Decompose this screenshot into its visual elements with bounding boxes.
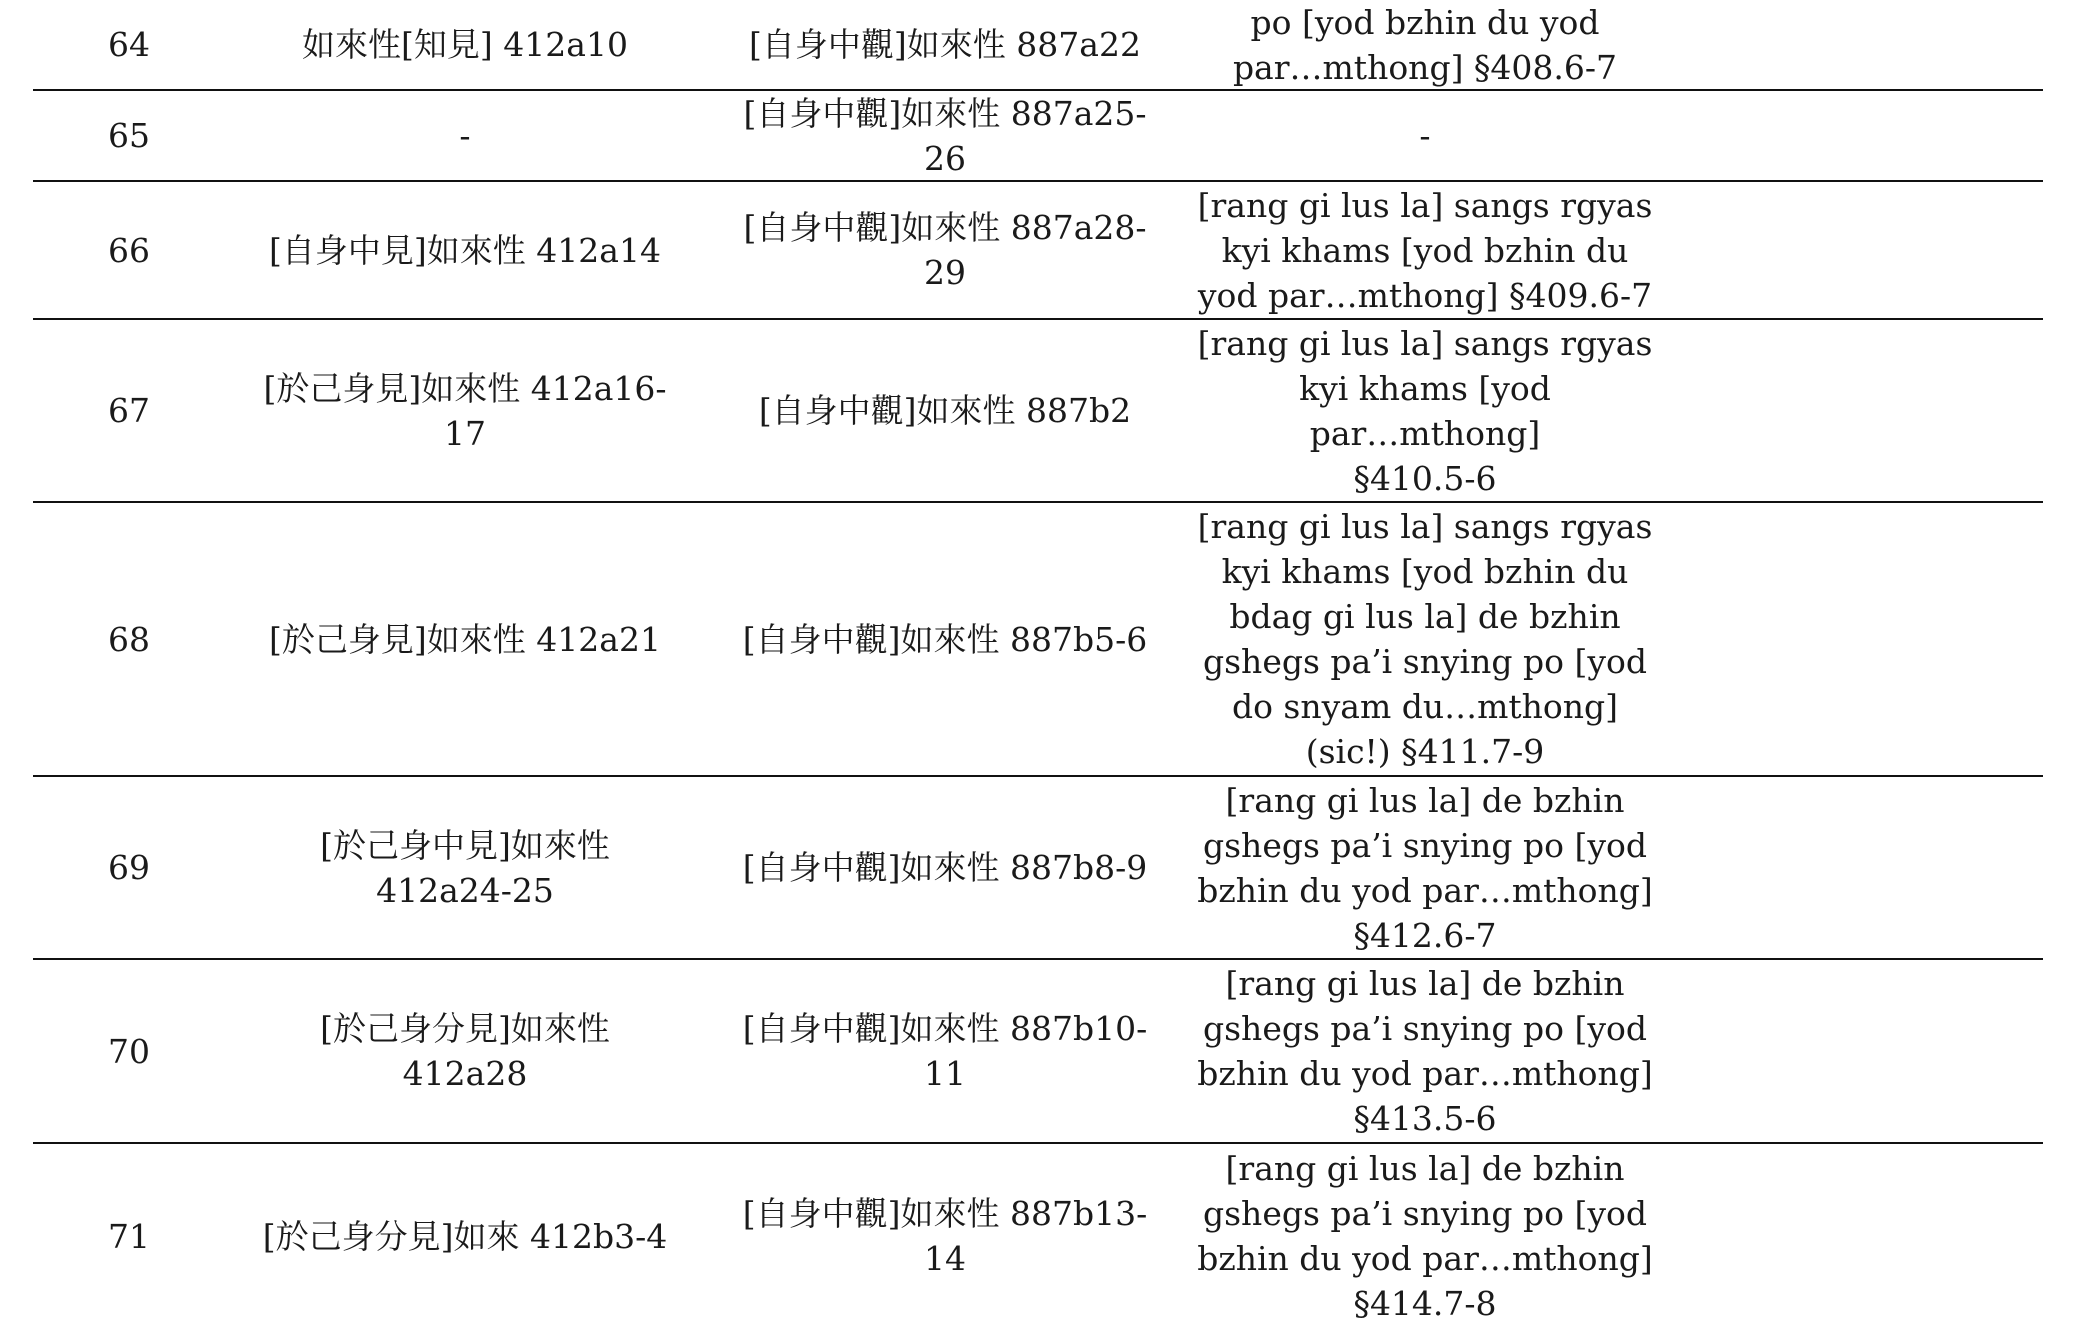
chinese-version-b-cell: [705, 0, 1185, 89]
row-number: 65: [108, 116, 150, 155]
row-number-cell: [33, 0, 225, 89]
chinese-version-a: [於己身見]如來性 412a21: [269, 619, 661, 659]
row-number: 68: [108, 619, 150, 659]
chinese-version-a-cell: [225, 91, 705, 180]
tibetan-version: [rang gi lus la] sangs rgyas kyi khams [yod par…mthong] §410.5-6: [1197, 323, 1653, 498]
row-number: 64: [108, 25, 150, 64]
row-number-cell: [33, 1144, 225, 1328]
chinese-version-a: 如來性[知見] 412a10: [302, 25, 628, 64]
table-row: [33, 320, 2043, 503]
tibetan-version-cell: [1185, 503, 1665, 775]
row-number: 70: [108, 1031, 150, 1071]
table-row: [33, 91, 2043, 182]
chinese-version-b: [自身中觀]如來性 887a25- 26: [743, 93, 1147, 178]
chinese-version-b: [自身中觀]如來性 887a22: [749, 25, 1141, 64]
row-number-cell: [33, 777, 225, 958]
chinese-version-b-cell: [705, 91, 1185, 180]
chinese-version-b: [自身中觀]如來性 887a28- 29: [743, 208, 1147, 292]
chinese-version-b: [自身中觀]如來性 887b8-9: [742, 848, 1148, 887]
chinese-version-a-cell: [225, 960, 705, 1142]
chinese-version-a-cell: [225, 1144, 705, 1328]
chinese-version-a: [於己身見]如來性 412a16- 17: [263, 368, 667, 453]
table-row: [33, 182, 2043, 320]
table-row: [33, 0, 2043, 91]
chinese-version-a-cell: [225, 503, 705, 775]
tibetan-version: -: [1419, 116, 1431, 155]
chinese-version-b: [自身中觀]如來性 887b10- 11: [742, 1009, 1148, 1093]
tibetan-version: [rang gi lus la] sangs rgyas kyi khams [yod bzhin du bdag gi lus la] de bzhin gshegs pa’i snying po [yod do snyam du…mthong] (sic!) §411.7-9: [1197, 507, 1653, 771]
table-row: [33, 960, 2043, 1144]
chinese-version-a: -: [459, 116, 471, 155]
tibetan-version-cell: [1185, 777, 1665, 958]
tibetan-version: po [yod bzhin du yod par…mthong] §408.6-7: [1232, 2, 1618, 87]
row-number: 69: [108, 848, 150, 887]
chinese-version-b-cell: [705, 320, 1185, 501]
row-number-cell: [33, 960, 225, 1142]
chinese-version-a: [於己身分見]如來 412b3-4: [262, 1216, 668, 1256]
chinese-version-b: [自身中觀]如來性 887b5-6: [742, 619, 1148, 659]
chinese-version-a: [於己身中見]如來性 412a24-25: [320, 825, 610, 910]
chinese-version-b-cell: [705, 503, 1185, 775]
chinese-version-b-cell: [705, 1144, 1185, 1328]
tibetan-version-cell: [1185, 91, 1665, 180]
row-number-cell: [33, 320, 225, 501]
chinese-version-a: [自身中見]如來性 412a14: [269, 230, 661, 270]
chinese-version-b-cell: [705, 960, 1185, 1142]
chinese-version-a-cell: [225, 0, 705, 89]
chinese-version-a: [於己身分見]如來性 412a28: [320, 1009, 610, 1093]
row-number-cell: [33, 503, 225, 775]
row-number: 71: [108, 1216, 150, 1256]
concordance-table: [33, 0, 2043, 1328]
row-number-cell: [33, 182, 225, 318]
tibetan-version-cell: [1185, 182, 1665, 318]
table-row: [33, 503, 2043, 777]
chinese-version-a-cell: [225, 320, 705, 501]
row-number-cell: [33, 91, 225, 180]
tibetan-version: [rang gi lus la] de bzhin gshegs pa’i snying po [yod bzhin du yod par…mthong] §412.6-7: [1197, 780, 1653, 955]
row-number: 67: [108, 391, 150, 430]
tibetan-version-cell: [1185, 960, 1665, 1142]
tibetan-version: [rang gi lus la] sangs rgyas kyi khams [yod bzhin du yod par…mthong] §409.6-7: [1197, 185, 1653, 315]
tibetan-version-cell: [1185, 0, 1665, 89]
tibetan-version-cell: [1185, 320, 1665, 501]
chinese-version-a-cell: [225, 182, 705, 318]
chinese-version-a-cell: [225, 777, 705, 958]
chinese-version-b: [自身中觀]如來性 887b13- 14: [742, 1194, 1148, 1278]
tibetan-version-cell: [1185, 1144, 1665, 1328]
chinese-version-b-cell: [705, 182, 1185, 318]
chinese-version-b: [自身中觀]如來性 887b2: [758, 391, 1132, 430]
chinese-version-b-cell: [705, 777, 1185, 958]
tibetan-version: [rang gi lus la] de bzhin gshegs pa’i snying po [yod bzhin du yod par…mthong] §414.7-8: [1197, 1149, 1653, 1323]
table-row: [33, 777, 2043, 960]
tibetan-version: [rang gi lus la] de bzhin gshegs pa’i snying po [yod bzhin du yod par…mthong] §413.5-6: [1197, 964, 1653, 1138]
row-number: 66: [108, 230, 150, 270]
table-row: [33, 1144, 2043, 1328]
